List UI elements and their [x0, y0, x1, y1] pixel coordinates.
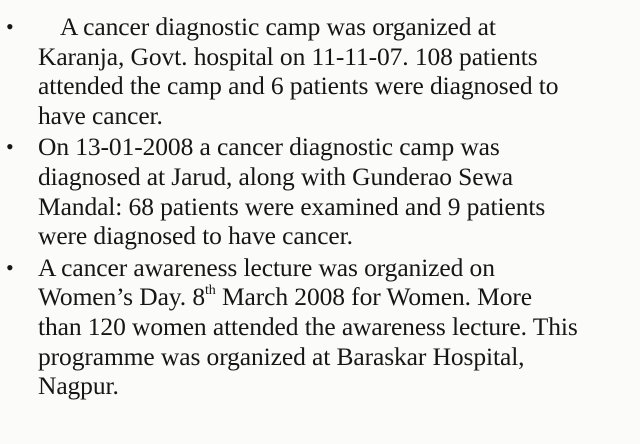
item-3-line-3: than 120 women attended the awareness lecture. This	[38, 311, 578, 341]
bullet-list	[0, 12, 640, 403]
item-2-line-1: On 13-01-2008 a cancer diagnostic camp was	[38, 132, 500, 162]
item-2-line-2: diagnosed at Jarud, along with Gunderao Sewa	[38, 161, 514, 191]
ordinal-suffix: th	[205, 283, 216, 299]
item-3-line-2-start: Women’s Day. 8	[38, 282, 205, 312]
bullet-icon: •	[6, 14, 14, 39]
item-3-line-2	[38, 282, 640, 312]
bullet-icon: •	[6, 254, 14, 280]
item-3-line-1: A cancer awareness lecture was organized on	[38, 252, 495, 282]
bullet-icon: •	[6, 134, 14, 160]
list-item	[0, 132, 640, 250]
item-1-line-4: have cancer.	[38, 100, 163, 130]
item-1-line-1: A cancer diagnostic camp was organized at	[60, 12, 496, 41]
item-1-line-3: attended the camp and 6 patients were diagnosed to	[38, 71, 559, 101]
item-2-line-4: were diagnosed to have cancer.	[38, 221, 353, 251]
list-item	[0, 253, 640, 401]
item-3-line-2-end: March 2008 for Women. More	[215, 282, 532, 312]
item-1-line-2: Karanja, Govt. hospital on 11-11-07. 108 patients	[38, 41, 538, 71]
item-2-line-3: Mandal: 68 patients were examined and 9 patients	[38, 191, 546, 221]
list-item	[0, 12, 640, 130]
item-3-line-5: Nagpur.	[38, 371, 119, 401]
item-3-line-4: programme was organized at Baraskar Hospital,	[38, 341, 525, 371]
